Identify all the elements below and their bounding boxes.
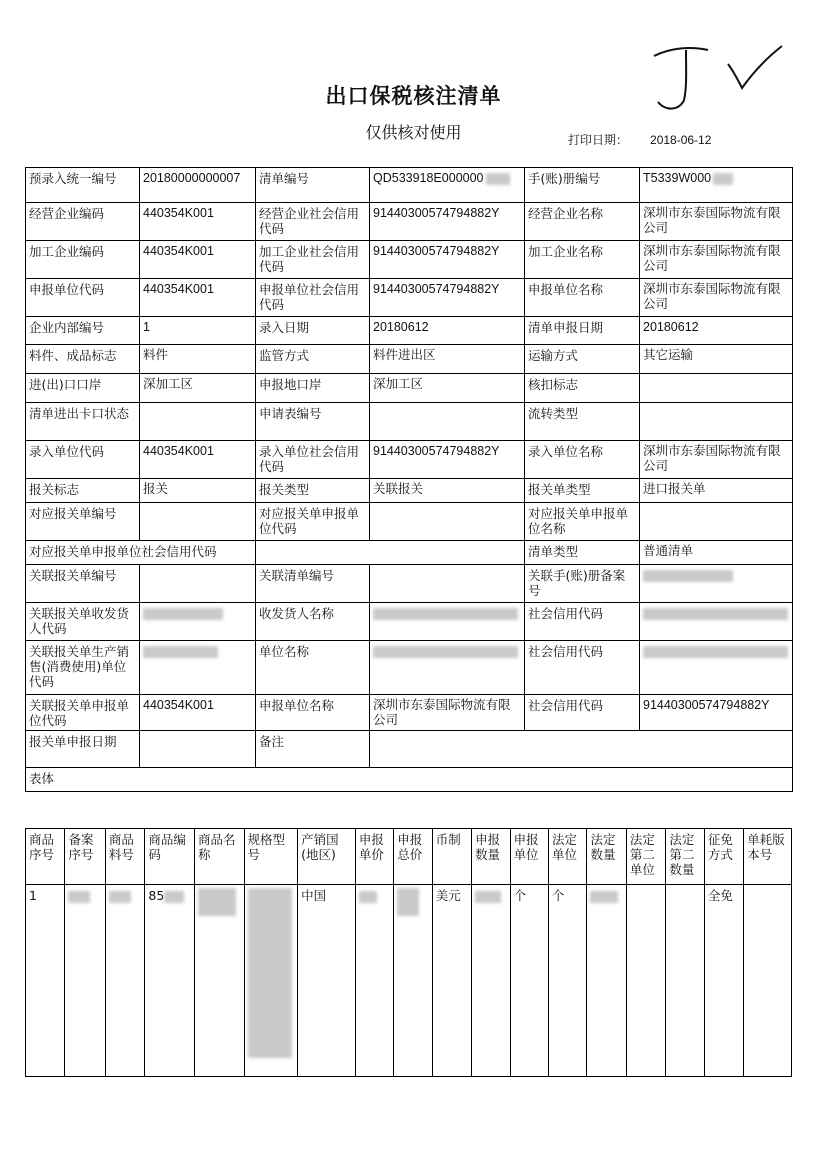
field-value: 91440300574794882Y	[640, 695, 793, 731]
info-row	[26, 441, 793, 479]
redacted-blur	[643, 570, 733, 582]
field-value	[140, 403, 256, 441]
column-header: 商品料号	[105, 829, 144, 885]
info-row	[26, 695, 793, 731]
redacted-blur	[475, 891, 501, 903]
redacted-blur	[643, 646, 788, 658]
field-value: 440354K001	[140, 695, 256, 731]
info-row	[26, 345, 793, 374]
field-label: 对应报关单申报单位代码	[256, 503, 370, 541]
field-value: 深圳市东泰国际物流有限公司	[640, 241, 793, 279]
field-value	[256, 541, 525, 565]
field-value: 深圳市东泰国际物流有限公司	[640, 203, 793, 241]
column-header: 币制	[432, 829, 471, 885]
field-label: 清单编号	[256, 168, 370, 203]
table-cell	[472, 885, 510, 1077]
handwritten-signature	[640, 38, 790, 118]
print-date-value: 2018-06-12	[650, 133, 712, 147]
table-cell: 85	[145, 885, 195, 1077]
table-cell: 个	[549, 885, 587, 1077]
table-cell: 中国	[298, 885, 356, 1077]
field-label: 关联报关单收发货人代码	[26, 603, 140, 641]
column-header: 法定第二数量	[666, 829, 704, 885]
field-label: 流转类型	[525, 403, 640, 441]
field-value: T5339W000	[640, 168, 793, 203]
field-label: 社会信用代码	[525, 603, 640, 641]
info-row	[26, 479, 793, 503]
column-header: 征免方式	[704, 829, 743, 885]
field-value: 料件进出区	[370, 345, 525, 374]
field-label: 经营企业社会信用代码	[256, 203, 370, 241]
field-label: 申报单位代码	[26, 279, 140, 317]
field-value	[640, 374, 793, 403]
info-row	[26, 541, 793, 565]
field-value: 440354K001	[140, 441, 256, 479]
info-row	[26, 168, 793, 203]
redacted-blur	[198, 888, 236, 916]
field-value: 深圳市东泰国际物流有限公司	[640, 279, 793, 317]
field-value	[140, 603, 256, 641]
field-label: 报关单类型	[525, 479, 640, 503]
field-value	[140, 641, 256, 695]
field-label: 申请表编号	[256, 403, 370, 441]
table-cell	[65, 885, 105, 1077]
redacted-blur	[248, 888, 292, 1058]
field-label: 运输方式	[525, 345, 640, 374]
field-value	[370, 403, 525, 441]
field-label: 对应报关单编号	[26, 503, 140, 541]
column-header: 申报总价	[394, 829, 432, 885]
field-label: 加工企业名称	[525, 241, 640, 279]
field-label: 加工企业社会信用代码	[256, 241, 370, 279]
table-cell	[394, 885, 432, 1077]
field-value	[370, 731, 793, 768]
field-label: 经营企业编码	[26, 203, 140, 241]
field-value	[370, 503, 525, 541]
column-header: 商品编码	[145, 829, 195, 885]
table-cell	[666, 885, 704, 1077]
document-subtitle: 仅供核对使用	[365, 123, 462, 142]
field-value	[640, 503, 793, 541]
field-label: 申报单位名称	[525, 279, 640, 317]
field-label: 加工企业编码	[26, 241, 140, 279]
redacted-blur	[359, 891, 377, 903]
field-value: 91440300574794882Y	[370, 279, 525, 317]
info-row	[26, 203, 793, 241]
field-value: 深圳市东泰国际物流有限公司	[370, 695, 525, 731]
field-label: 料件、成品标志	[26, 345, 140, 374]
field-value: 深圳市东泰国际物流有限公司	[640, 441, 793, 479]
field-label: 清单类型	[525, 541, 640, 565]
print-date	[568, 131, 711, 148]
redacted-blur	[590, 891, 618, 903]
info-row	[26, 279, 793, 317]
field-label: 核扣标志	[525, 374, 640, 403]
table-cell	[626, 885, 665, 1077]
field-label: 社会信用代码	[525, 641, 640, 695]
field-value: 普通清单	[640, 541, 793, 565]
field-value: 关联报关	[370, 479, 525, 503]
field-label: 关联报关单申报单位代码	[26, 695, 140, 731]
field-label: 录入单位名称	[525, 441, 640, 479]
redacted-blur	[143, 608, 223, 620]
field-value: 料件	[140, 345, 256, 374]
field-label: 申报地口岸	[256, 374, 370, 403]
redacted-blur	[68, 891, 90, 903]
field-value	[140, 731, 256, 768]
column-header: 申报单位	[510, 829, 548, 885]
field-value: 91440300574794882Y	[370, 203, 525, 241]
field-value	[140, 565, 256, 603]
field-label: 单位名称	[256, 641, 370, 695]
column-header: 备案序号	[65, 829, 105, 885]
column-header: 商品名称	[194, 829, 244, 885]
column-header: 申报单价	[355, 829, 393, 885]
field-label: 预录入统一编号	[26, 168, 140, 203]
field-label: 申报单位社会信用代码	[256, 279, 370, 317]
table-cell	[587, 885, 626, 1077]
info-row	[26, 603, 793, 641]
field-value: 1	[140, 317, 256, 345]
field-label: 经营企业名称	[525, 203, 640, 241]
column-header: 产销国(地区)	[298, 829, 356, 885]
items-table	[25, 828, 792, 1077]
field-value	[640, 603, 793, 641]
field-label: 对应报关单申报单位社会信用代码	[26, 541, 256, 565]
field-label: 监管方式	[256, 345, 370, 374]
info-row	[26, 241, 793, 279]
field-value	[640, 403, 793, 441]
field-value: 20180000000007	[140, 168, 256, 203]
print-date-label: 打印日期：	[568, 133, 629, 147]
field-value: 440354K001	[140, 203, 256, 241]
field-value: 440354K001	[140, 279, 256, 317]
field-label: 关联清单编号	[256, 565, 370, 603]
field-label: 社会信用代码	[525, 695, 640, 731]
field-label: 录入单位代码	[26, 441, 140, 479]
column-header: 法定第二单位	[626, 829, 665, 885]
table-cell: 1	[26, 885, 65, 1077]
document-title: 出口保税核注清单	[325, 83, 502, 108]
redacted-blur	[397, 888, 419, 916]
field-label: 关联手(账)册备案号	[525, 565, 640, 603]
column-header: 商品序号	[26, 829, 65, 885]
redacted-blur	[109, 891, 131, 903]
field-value: QD533918E000000	[370, 168, 525, 203]
field-value: 深加工区	[140, 374, 256, 403]
info-row	[26, 731, 793, 768]
redacted-blur	[373, 646, 518, 658]
field-value	[370, 565, 525, 603]
field-value: 20180612	[370, 317, 525, 345]
info-row	[26, 768, 793, 792]
field-label: 关联报关单生产销售(消费使用)单位代码	[26, 641, 140, 695]
field-label: 报关单申报日期	[26, 731, 140, 768]
table-cell	[355, 885, 393, 1077]
field-value: 深加工区	[370, 374, 525, 403]
table-cell: 全免	[704, 885, 743, 1077]
field-value	[370, 603, 525, 641]
redacted-blur	[486, 173, 510, 185]
table-cell	[194, 885, 244, 1077]
field-value: 其它运输	[640, 345, 793, 374]
table-cell: 个	[510, 885, 548, 1077]
table-cell	[244, 885, 298, 1077]
info-row	[26, 317, 793, 345]
field-value: 440354K001	[140, 241, 256, 279]
info-row	[26, 641, 793, 695]
field-label: 进(出)口口岸	[26, 374, 140, 403]
field-value	[640, 565, 793, 603]
field-label: 报关标志	[26, 479, 140, 503]
column-header: 申报数量	[472, 829, 510, 885]
field-label: 录入日期	[256, 317, 370, 345]
items-header-row	[26, 829, 792, 885]
redacted-blur	[643, 608, 788, 620]
field-label: 清单进出卡口状态	[26, 403, 140, 441]
field-label: 清单申报日期	[525, 317, 640, 345]
field-label: 表体	[26, 768, 793, 792]
field-label: 对应报关单申报单位名称	[525, 503, 640, 541]
field-value: 报关	[140, 479, 256, 503]
field-value: 91440300574794882Y	[370, 241, 525, 279]
field-value	[140, 503, 256, 541]
field-label: 关联报关单编号	[26, 565, 140, 603]
table-cell	[744, 885, 792, 1077]
info-row	[26, 503, 793, 541]
redacted-blur	[143, 646, 218, 658]
field-value: 91440300574794882Y	[370, 441, 525, 479]
field-label: 录入单位社会信用代码	[256, 441, 370, 479]
field-value	[370, 641, 525, 695]
field-label: 手(账)册编号	[525, 168, 640, 203]
info-row	[26, 403, 793, 441]
field-value: 进口报关单	[640, 479, 793, 503]
column-header: 法定数量	[587, 829, 626, 885]
redacted-blur	[373, 608, 518, 620]
table-cell	[105, 885, 144, 1077]
column-header: 单耗版本号	[744, 829, 792, 885]
table-row	[26, 885, 792, 1077]
redacted-blur	[713, 173, 733, 185]
info-row	[26, 565, 793, 603]
field-label: 企业内部编号	[26, 317, 140, 345]
field-value	[640, 641, 793, 695]
field-value: 20180612	[640, 317, 793, 345]
field-label: 收发货人名称	[256, 603, 370, 641]
field-label: 备注	[256, 731, 370, 768]
column-header: 规格型号	[244, 829, 298, 885]
field-label: 申报单位名称	[256, 695, 370, 731]
header-info-table	[25, 167, 793, 792]
table-cell: 美元	[432, 885, 471, 1077]
field-label: 报关类型	[256, 479, 370, 503]
column-header: 法定单位	[549, 829, 587, 885]
info-row	[26, 374, 793, 403]
redacted-blur	[164, 891, 184, 903]
